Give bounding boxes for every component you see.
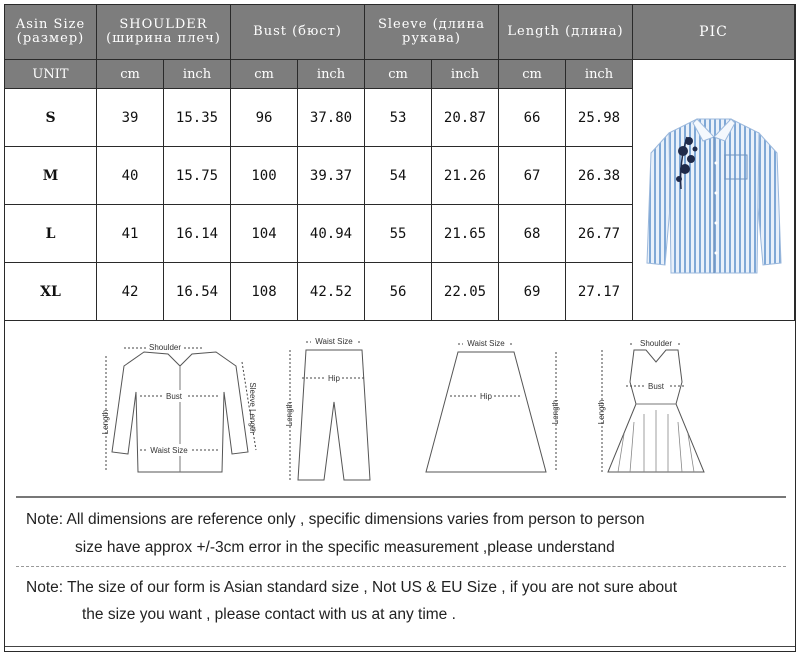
skirt-diagram: [426, 337, 560, 472]
shoulder-cm: 42: [97, 263, 164, 321]
length-inch: 26.77: [566, 205, 633, 263]
header-length: Length (длина): [499, 5, 633, 60]
bust-inch: 39.37: [298, 147, 365, 205]
sleeve-inch: 21.65: [432, 205, 499, 263]
dress-length-label: Length: [597, 399, 606, 425]
skirt-hip-label: Hip: [479, 392, 493, 401]
sleeve-inch: 22.05: [432, 263, 499, 321]
shirt-waist-label: Waist Size: [150, 446, 188, 455]
length-inch: 27.17: [566, 263, 633, 321]
size-table: [4, 4, 795, 321]
dress-bust-label: Bust: [647, 382, 665, 391]
length-cm: 67: [499, 147, 566, 205]
header-pic: PIC: [633, 5, 795, 60]
shoulder-cm: 39: [97, 89, 164, 147]
shoulder-inch: 15.75: [164, 147, 231, 205]
skirt-length-label: Length: [551, 399, 560, 425]
skirt-waist-label: Waist Size: [467, 339, 505, 348]
unit-cm: cm: [97, 60, 164, 89]
unit-row: [5, 60, 795, 89]
pants-length-label: Length: [285, 401, 294, 427]
sleeve-inch: 21.26: [432, 147, 499, 205]
sleeve-cm: 56: [365, 263, 432, 321]
size-label: S: [5, 89, 97, 147]
shoulder-inch: 16.54: [164, 263, 231, 321]
shoulder-cm: 40: [97, 147, 164, 205]
unit-inch: inch: [164, 60, 231, 89]
bust-cm: 108: [231, 263, 298, 321]
sleeve-cm: 55: [365, 205, 432, 263]
shirt-sleeve-label: Sleeve Length: [248, 382, 257, 434]
unit-inch: inch: [432, 60, 499, 89]
unit-label: UNIT: [5, 60, 97, 89]
shirt-shoulder-label: Shoulder: [148, 343, 182, 352]
product-photo-cell: [633, 60, 795, 321]
divider: [16, 566, 786, 567]
size-label: XL: [5, 263, 97, 321]
header-row: [5, 5, 795, 60]
unit-cm: cm: [365, 60, 432, 89]
note-2-line-1: Note: The size of our form is Asian standard size , Not US & EU Size , if you are not sure about: [26, 579, 678, 596]
header-size: Asin Size (размер): [5, 5, 97, 60]
length-cm: 69: [499, 263, 566, 321]
size-label: M: [5, 147, 97, 205]
length-inch: 26.38: [566, 147, 633, 205]
length-cm: 66: [499, 89, 566, 147]
shirt-diagram: [101, 341, 257, 472]
note-1-line-1: Note: All dimensions are reference only , specific dimensions varies from person to person: [26, 511, 645, 528]
header-shoulder: SHOULDER (ширина плеч): [97, 5, 231, 60]
shoulder-inch: 15.35: [164, 89, 231, 147]
unit-inch: inch: [298, 60, 365, 89]
shoulder-cm: 41: [97, 205, 164, 263]
dress-shoulder-label: Shoulder: [639, 339, 673, 348]
length-inch: 25.98: [566, 89, 633, 147]
shoulder-inch: 16.14: [164, 205, 231, 263]
note-1-line-2: size have approx +/-3cm error in the specific measurement ,please understand: [75, 539, 615, 556]
bust-cm: 100: [231, 147, 298, 205]
bust-inch: 40.94: [298, 205, 365, 263]
bust-inch: 37.80: [298, 89, 365, 147]
header-bust: Bust (бюст): [231, 5, 365, 60]
pants-diagram: [285, 335, 370, 480]
sleeve-cm: 54: [365, 147, 432, 205]
divider: [16, 496, 786, 498]
note-2-line-2: the size you want , please contact with us at any time .: [82, 606, 456, 623]
divider: [4, 646, 796, 647]
unit-inch: inch: [566, 60, 633, 89]
shirt-bust-label: Bust: [165, 392, 183, 401]
dress-diagram: [597, 337, 704, 472]
bust-inch: 42.52: [298, 263, 365, 321]
length-cm: 68: [499, 205, 566, 263]
header-sleeve: Sleeve (длина рукава): [365, 5, 499, 60]
measurement-diagrams: [4, 322, 796, 492]
striped-shirt-photo: [639, 93, 789, 283]
bust-cm: 96: [231, 89, 298, 147]
unit-cm: cm: [231, 60, 298, 89]
pants-waist-label: Waist Size: [315, 337, 353, 346]
size-label: L: [5, 205, 97, 263]
pants-hip-label: Hip: [327, 374, 341, 383]
sleeve-inch: 20.87: [432, 89, 499, 147]
bust-cm: 104: [231, 205, 298, 263]
unit-cm: cm: [499, 60, 566, 89]
shirt-length-label: Length: [101, 409, 110, 435]
sleeve-cm: 53: [365, 89, 432, 147]
